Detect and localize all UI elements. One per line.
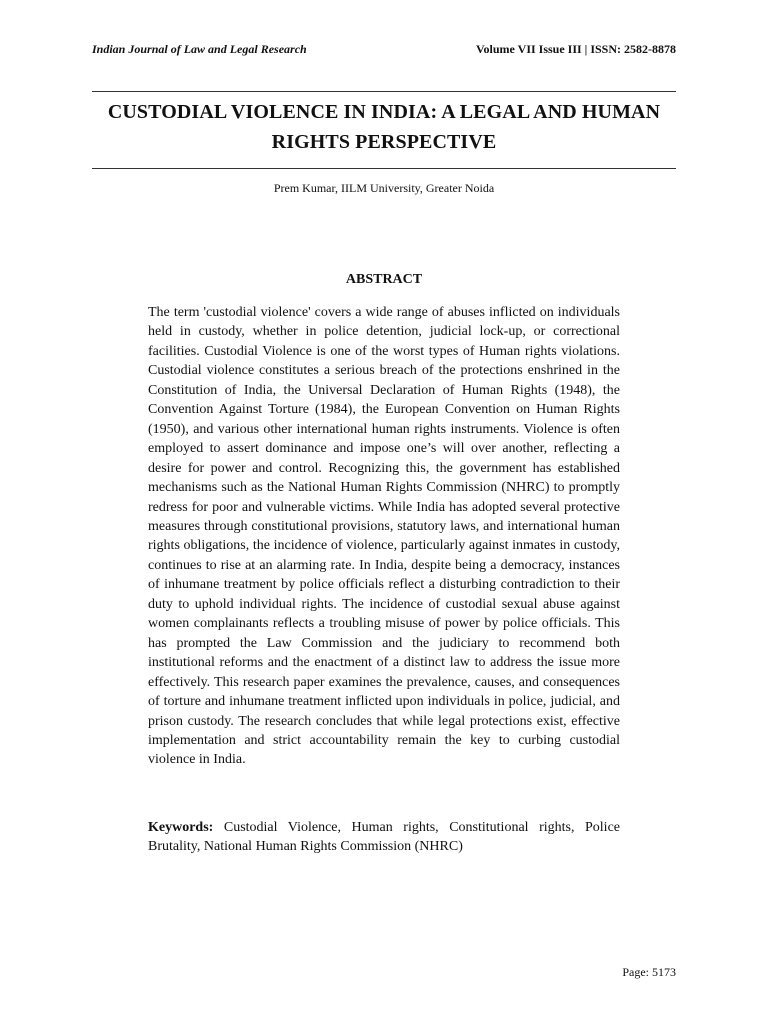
page-number: Page: 5173 bbox=[622, 965, 676, 979]
author-affiliation: Prem Kumar, IILM University, Greater Noida bbox=[273, 181, 495, 195]
article-title: CUSTODIAL VIOLENCE IN INDIA: A LEGAL AND HUMAN RIGHTS PERSPECTIVE bbox=[107, 101, 661, 153]
title-bottom-rule bbox=[92, 168, 676, 169]
abstract-heading: ABSTRACT bbox=[345, 272, 423, 287]
keywords-label: Keywords: bbox=[148, 820, 214, 835]
journal-name: Indian Journal of Law and Legal Research bbox=[92, 42, 307, 56]
abstract-body: The term 'custodial violence' covers a wide range of abuses inflicted on individuals held in custody, whether in police detention, judicial lock-up, or correctional facilities. Custodial Violence is one of the worst types of Human rights violations. Custodial violence constitutes a serious breach of the protections enshrined in the Constitution of India, the Universal Declaration of Human Rights (1948), the Convention Against Torture (1984), the European Convention on Human Rights (1950), and various other international human rights instruments. Violence is often employed to assert dominance and impose one’s will over another, reflecting a desire for power and control. Recognizing this, the government has established mechanisms such as the National Human Rights Commission (NHRC) to promptly redress for poor and vulnerable victims. While India has adopted several protective measures through constitutional provisions, statutory laws, and international human rights obligations, the incidence of violence, particularly against inmates in custody, continues to rise at an alarming rate. In India, despite being a democracy, instances of inhumane treatment by police officials reflect a disturbing contradiction to their duty to uphold individual rights. The incidence of custodial sexual abuse against women complainants reflects a troubling misuse of power by police officials. This has prompted the Law Commission and the judiciary to recommend both institutional reforms and the enactment of a distinct law to address the issue more effectively. This research paper examines the prevalence, causes, and consequences of torture and inhumane treatment inflicted upon individuals in police, judicial, and prison custody. The research concludes that while legal protections exist, effective implementation and strict accountability remain the key to curbing custodial violence in India. bbox=[148, 305, 620, 768]
keywords-text: Custodial Violence, Human rights, Constitutional rights, Police Brutality, National Human Rights Commission (NHRC) bbox=[148, 820, 620, 854]
running-header bbox=[92, 42, 676, 60]
keywords-paragraph bbox=[148, 818, 620, 856]
volume-issn: Volume VII Issue III | ISSN: 2582-8878 bbox=[475, 42, 676, 56]
title-top-rule bbox=[92, 91, 676, 92]
